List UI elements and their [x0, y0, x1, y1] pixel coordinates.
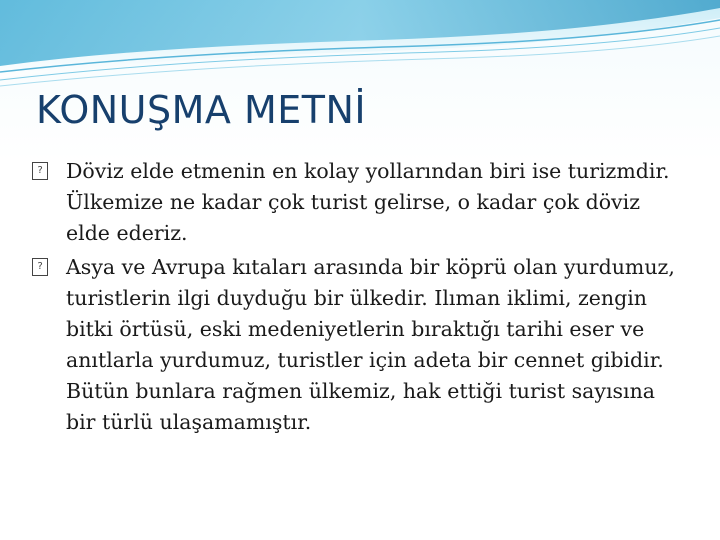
bullet-paragraph-2 [32, 252, 682, 438]
bullet-paragraph-1 [32, 156, 682, 249]
decorative-wave-banner [0, 0, 720, 90]
slide-title: KONUŞMA METNİ [36, 88, 367, 132]
bullet-text-1: Döviz elde etmenin en kolay yollarından biri ise turizmdir. Ülkemize ne kadar çok turist gelirse, o kadar çok döviz elde ederiz. [66, 159, 670, 245]
missing-glyph-box-icon: ? [32, 162, 48, 180]
missing-glyph-box-icon: ? [32, 258, 48, 276]
bullet-text-2: Asya ve Avrupa kıtaları arasında bir köprü olan yurdumuz, turistlerin ilgi duyduğu bir ülkedir. Ilıman iklimi, zengin bitki örtüsü, eski medeniyetlerin bıraktığı tarihi eser ve anıtlarla yurdumuz, turistler için adeta bir cennet gibidir. Bütün bunlara rağmen ülkemiz, hak ettiği turist sayısına bir türlü ulaşamamıştır. [66, 255, 675, 434]
slide-body [32, 156, 682, 441]
